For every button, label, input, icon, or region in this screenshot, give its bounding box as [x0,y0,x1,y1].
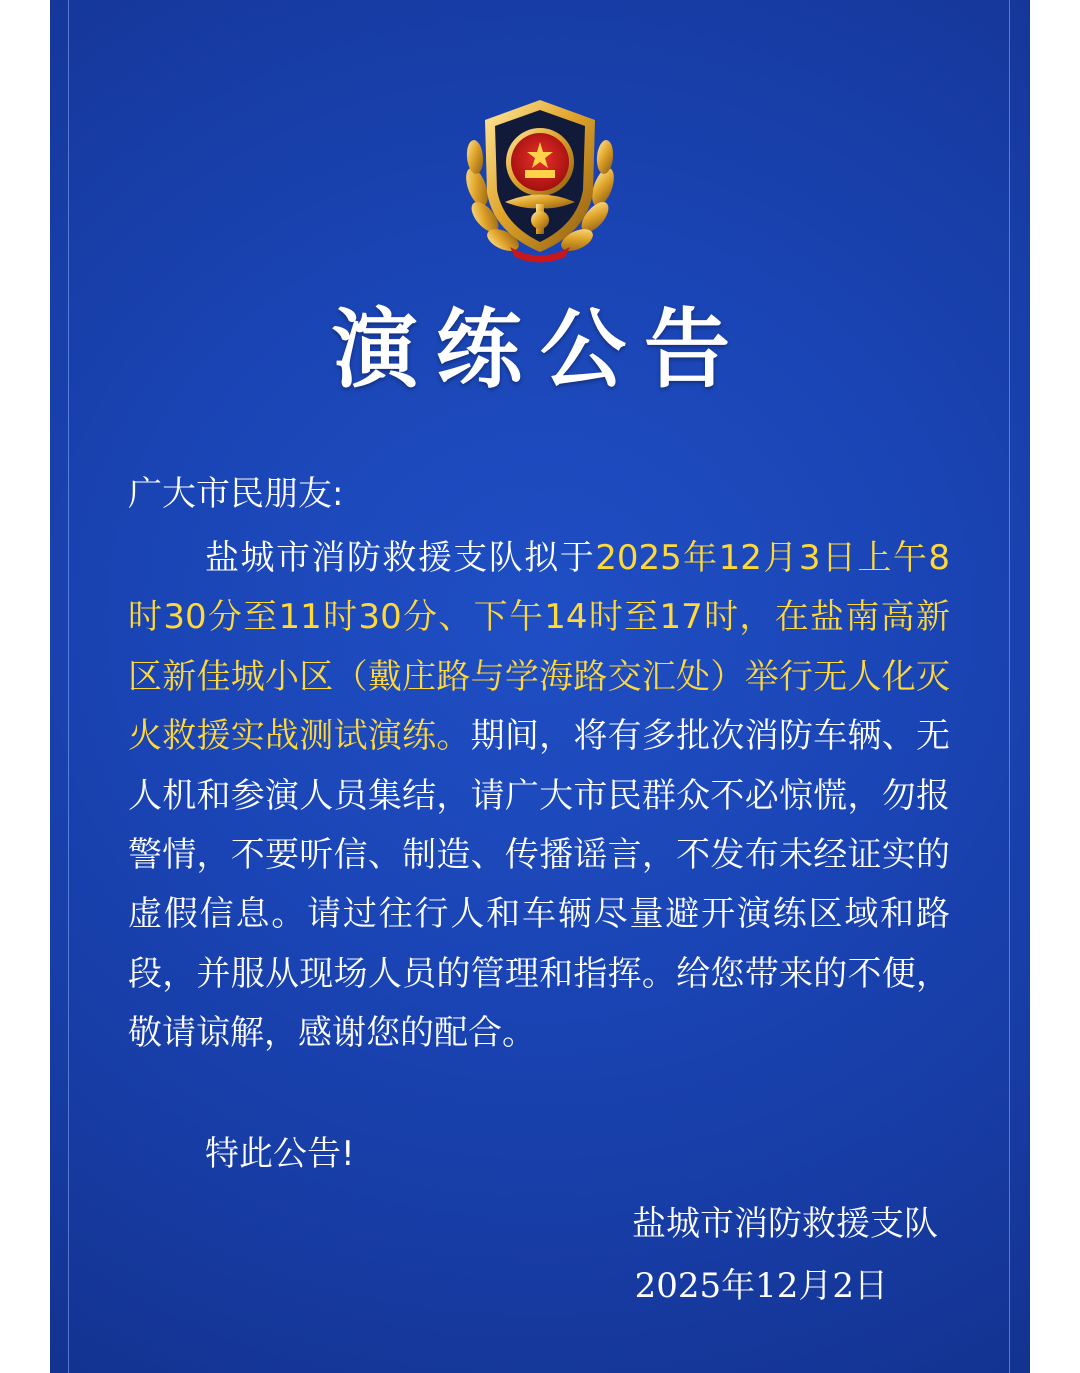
signature-organization: 盐城市消防救援支队 [632,1204,938,1244]
signature-date: 2025年12月2日 [634,1266,888,1306]
body-highlight: 2025年12月3日上午8时30分至11时30分、下午14时至17时，在盐南高新区新佳城小区（戴庄路与学海路交汇处）举行无人化灭火救援实战测试演练。 [128,538,951,757]
body-intro: 盐城市消防救援支队拟于 [205,538,596,578]
notice-poster [50,0,1030,1373]
notice-title: 演练公告 [332,299,748,400]
closing-line: 特此公告! [205,1134,355,1174]
notice-body [128,529,950,1064]
salutation: 广大市民朋友: [128,474,344,514]
body-rest: 期间，将有多批次消防车辆、无人机和参演人员集结，请广大市民群众不必惊慌，勿报警情，不要听信、制造、传播谣言，不发布未经证实的虚假信息。请过往行人和车辆尽量避开演练区域和路段，并服从现场人员的管理和指挥。给您带来的不便，敬请谅解，感谢您的配合。 [128,716,950,1054]
fire-rescue-emblem-icon [455,92,625,267]
